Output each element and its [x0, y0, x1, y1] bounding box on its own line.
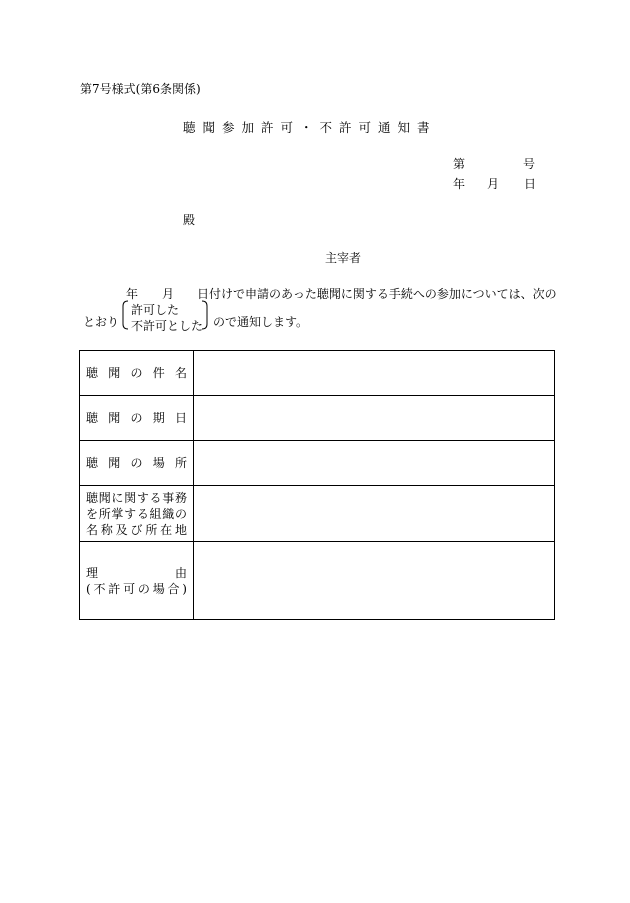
body-year: 年 [126, 287, 139, 301]
organizer-title: 主宰者 [325, 251, 362, 265]
row-label-line: (不許可の場合) [86, 581, 187, 596]
row-label [80, 441, 194, 486]
row-label [80, 542, 194, 620]
row-label [80, 396, 194, 441]
row-value[interactable] [194, 542, 555, 620]
row-value[interactable] [194, 351, 555, 396]
date-day: 日 [524, 177, 537, 191]
row-label-line: を所掌する組織の [86, 506, 187, 521]
row-value[interactable] [194, 441, 555, 486]
doc-number-suffix: 号 [523, 157, 536, 171]
addressee-honorific: 殿 [183, 213, 196, 227]
option-permit: 許可した [131, 303, 180, 317]
row-hearing-subject [80, 351, 555, 396]
row-label-line: 聴聞の件名 [86, 366, 187, 380]
row-label-line: 名称及び所在地 [86, 522, 187, 537]
row-hearing-office [80, 486, 555, 542]
doc-number-prefix: 第 [453, 157, 466, 171]
body-line2-prefix: とおり [83, 315, 120, 329]
form-number: 第7号様式(第6条関係) [80, 82, 201, 96]
date-year: 年 [453, 177, 466, 191]
row-label-line: 聴聞に関する事務 [86, 490, 187, 505]
row-value[interactable] [194, 486, 555, 542]
row-hearing-place [80, 441, 555, 486]
hearing-info-table [79, 350, 555, 620]
option-deny: 不許可とした [131, 319, 204, 333]
document-title: 聴聞参加許可・不許可通知書 [183, 120, 437, 135]
body-line2-suffix: ので通知します。 [213, 315, 309, 329]
row-label-line: 理由 [86, 565, 187, 580]
row-reason [80, 542, 555, 620]
row-label [80, 486, 194, 542]
body-line1: 日付けで申請のあった聴聞に関する手続への参加については、次の [197, 287, 557, 301]
date-month: 月 [487, 177, 500, 191]
row-value[interactable] [194, 396, 555, 441]
body-month: 月 [162, 287, 175, 301]
row-label-line: 聴聞の場所 [86, 456, 187, 470]
left-bracket [123, 301, 128, 329]
row-hearing-date [80, 396, 555, 441]
row-label [80, 351, 194, 396]
row-label-line: 聴聞の期日 [86, 411, 187, 425]
